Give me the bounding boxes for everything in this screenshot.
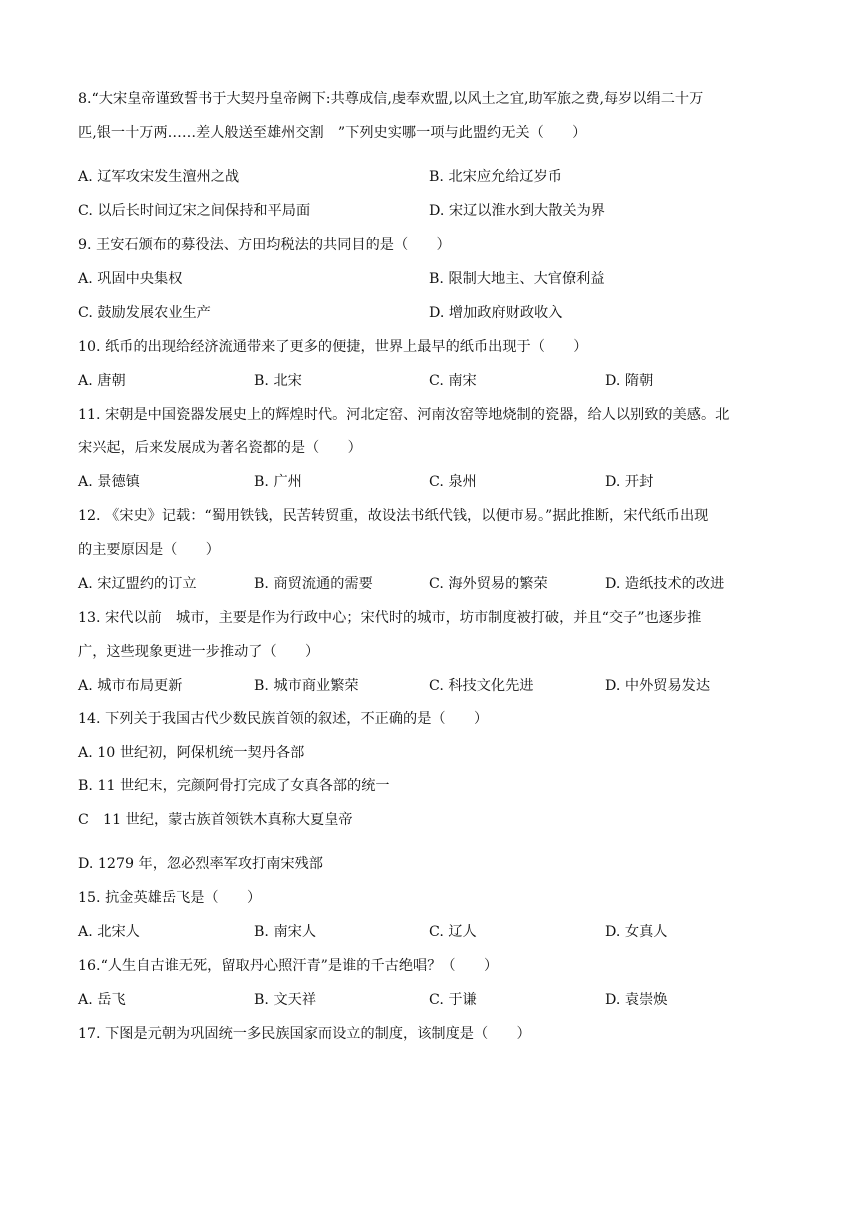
question-13-option-b: B. 城市商业繁荣 [254,678,359,694]
question-12-option-d: D. 造纸技术的改进 [605,576,725,592]
question-15-option-d: D. 女真人 [605,924,668,940]
question-9-option-b: B. 限制大地主、大官僚利益 [429,271,605,287]
question-13-stem-line1: 13. 宋代以前 城市，主要是作为行政中心；宋代时的城市，坊市制度被打破，并且“交子”也逐步推 [78,610,702,626]
question-17-stem: 17. 下图是元朝为巩固统一多民族国家而设立的制度，该制度是（ ） [78,1026,531,1042]
question-8-stem-line1: 8.“大宋皇帝谨致誓书于大契丹皇帝阙下:共尊成信,虔奉欢盟,以风土之宜,助军旅之费,每岁以绢二十万 [78,91,704,107]
question-14-stem: 14. 下列关于我国古代少数民族首领的叙述，不正确的是（ ） [78,711,489,727]
question-9-option-a: A. 巩固中央集权 [78,271,183,287]
question-14-option-c: C 11 世纪，蒙古族首领铁木真称大夏皇帝 [78,812,353,828]
question-8-option-b: B. 北宋应允给辽岁币 [429,169,562,185]
question-15-option-c: C. 辽人 [429,924,477,940]
question-9-stem: 9. 王安石颁布的募役法、方田均税法的共同目的是（ ） [78,237,451,253]
question-15-stem: 15. 抗金英雄岳飞是（ ） [78,890,262,906]
question-15-option-a: A. 北宋人 [78,924,140,940]
question-10-option-c: C. 南宋 [429,373,477,389]
question-16-option-c: C. 于谦 [429,992,477,1008]
question-8-option-d: D. 宋辽以淮水到大散关为界 [429,203,605,219]
question-11-option-b: B. 广州 [254,474,302,490]
question-11-option-d: D. 开封 [605,474,654,490]
question-11-option-a: A. 景德镇 [78,474,140,490]
question-13-option-c: C. 科技文化先进 [429,678,534,694]
question-12-option-c: C. 海外贸易的繁荣 [429,576,548,592]
question-14-option-d: D. 1279 年，忽必烈率军攻打南宋残部 [78,856,323,872]
question-14-option-b: B. 11 世纪末，完颜阿骨打完成了女真各部的统一 [78,778,390,794]
question-10-option-a: A. 唐朝 [78,373,126,389]
question-9-option-d: D. 增加政府财政收入 [429,305,563,321]
question-10-option-b: B. 北宋 [254,373,302,389]
question-8-stem-line2: 匹,银一十万两……差人般送至雄州交割 ”下列史实哪一项与此盟约无关（ ） [78,125,587,141]
question-12-option-a: A. 宋辽盟约的订立 [78,576,197,592]
question-8-option-a: A. 辽军攻宋发生澶州之战 [78,169,240,185]
question-16-option-a: A. 岳飞 [78,992,126,1008]
question-13-option-d: D. 中外贸易发达 [605,678,711,694]
question-8-option-c: C. 以后长时间辽宋之间保持和平局面 [78,203,311,219]
question-11-stem-line2: 宋兴起，后来发展成为著名瓷都的是（ ） [78,440,362,456]
question-9-option-c: C. 鼓励发展农业生产 [78,305,211,321]
question-10-option-d: D. 隋朝 [605,373,654,389]
question-16-stem: 16.“人生自古谁无死，留取丹心照汗青”是谁的千古绝唱？（ ） [78,958,499,974]
question-16-option-b: B. 文天祥 [254,992,317,1008]
question-14-option-a: A. 10 世纪初，阿保机统一契丹各部 [78,745,305,761]
question-15-option-b: B. 南宋人 [254,924,317,940]
question-12-option-b: B. 商贸流通的需要 [254,576,373,592]
question-12-stem-line2: 的主要原因是（ ） [78,542,220,558]
question-11-stem-line1: 11. 宋朝是中国瓷器发展史上的辉煌时代。河北定窑、河南汝窑等地烧制的瓷器，给人以别致的美感。北 [78,407,730,423]
question-12-stem-line1: 12. 《宋史》记载：“蜀用铁钱，民苦转贸重，故设法书纸代钱，以便市易。”据此推断，宋代纸币出现 [78,508,709,524]
question-11-option-c: C. 泉州 [429,474,477,490]
question-10-stem: 10. 纸币的出现给经济流通带来了更多的便捷，世界上最早的纸币出现于（ ） [78,339,588,355]
question-13-stem-line2: 广，这些现象更进一步推动了（ ） [78,644,320,660]
question-16-option-d: D. 袁崇焕 [605,992,668,1008]
question-13-option-a: A. 城市布局更新 [78,678,183,694]
